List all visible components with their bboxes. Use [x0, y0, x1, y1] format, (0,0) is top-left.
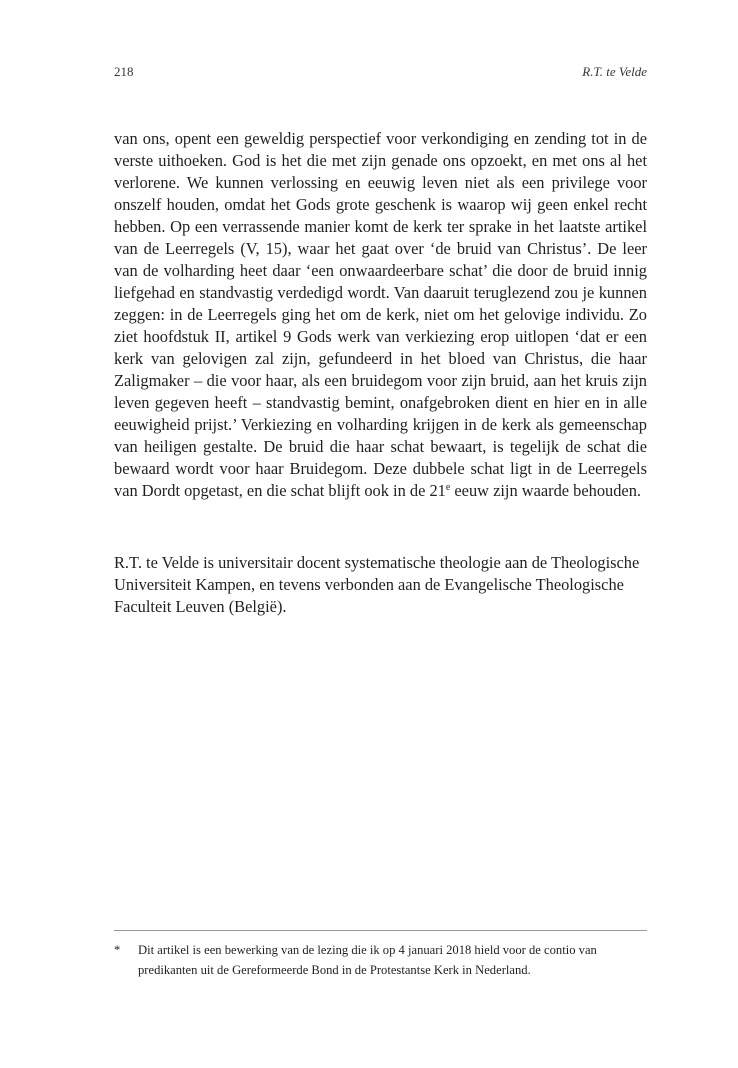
- footnote: [114, 940, 647, 980]
- author-bio: [114, 552, 647, 618]
- author-bio-text: R.T. te Velde is universitair docent systematische theologie aan de Theologische Universiteit Kampen, en tevens verbonden aan de Evangelische Theologische Faculteit Leuven (België).: [114, 553, 640, 616]
- main-paragraph: [114, 128, 647, 502]
- main-paragraph-end: eeuw zijn waarde behouden.: [450, 481, 641, 500]
- ordinal-superscript: e: [445, 482, 451, 493]
- page-number: 218: [114, 64, 134, 79]
- main-paragraph-text: van ons, opent een geweldig perspectief voor verkondiging en zending tot in de verste uithoeken. God is het die met zijn genade ons opzoekt, en met ons al het verlorene. We kunnen verlossing en eeuwig leven niet als een privilege voor onszelf houden, omdat het Gods grote geschenk is waarop wij geen enkel recht hebben. Op een verrassende manier komt de kerk ter sprake in het laatste artikel van de Leerregels (V, 15), waar het gaat over ‘de bruid van Christus’. De leer van de volharding heet daar ‘een onwaardeerbare schat’ die door de bruid innig liefgehad en standvastig verdedigd wordt. Van daaruit teruglezend zou je kunnen zeggen: in de Leerregels ging het om de kerk, niet om het gelovige individu. Zo ziet hoofdstuk II, artikel 9 Gods werk van verkiezing erop uitlopen ‘dat er een kerk van gelovigen zal zijn, gefundeerd in het bloed van Christus, die haar Zaligmaker – die voor haar, als een bruidegom voor zijn bruid, aan het kruis zijn leven gegeven heeft – standvastig bemint, onafgebroken dient en hier en in alle eeuwigheid prijst.’ Verkiezing en volharding krijgen in de kerk als gemeenschap van heiligen gestalte. De bruid die haar schat bewaart, is tegelijk de schat die bewaard wordt voor haar Bruidegom. Deze dubbele schat ligt in de Leerregels van Dordt opgetast, en die schat blijft ook in de 21: [114, 129, 647, 500]
- footnote-text: Dit artikel is een bewerking van de lezing die ik op 4 januari 2018 hield voor de contio van predikanten uit de Gereformeerde Bond in de Protestantse Kerk in Nederland.: [138, 943, 597, 977]
- running-head: [114, 64, 647, 80]
- main-text: [114, 128, 647, 502]
- running-head-author: R.T. te Velde: [582, 64, 647, 79]
- footnote-marker: *: [114, 943, 121, 957]
- footnote-divider: [114, 930, 647, 931]
